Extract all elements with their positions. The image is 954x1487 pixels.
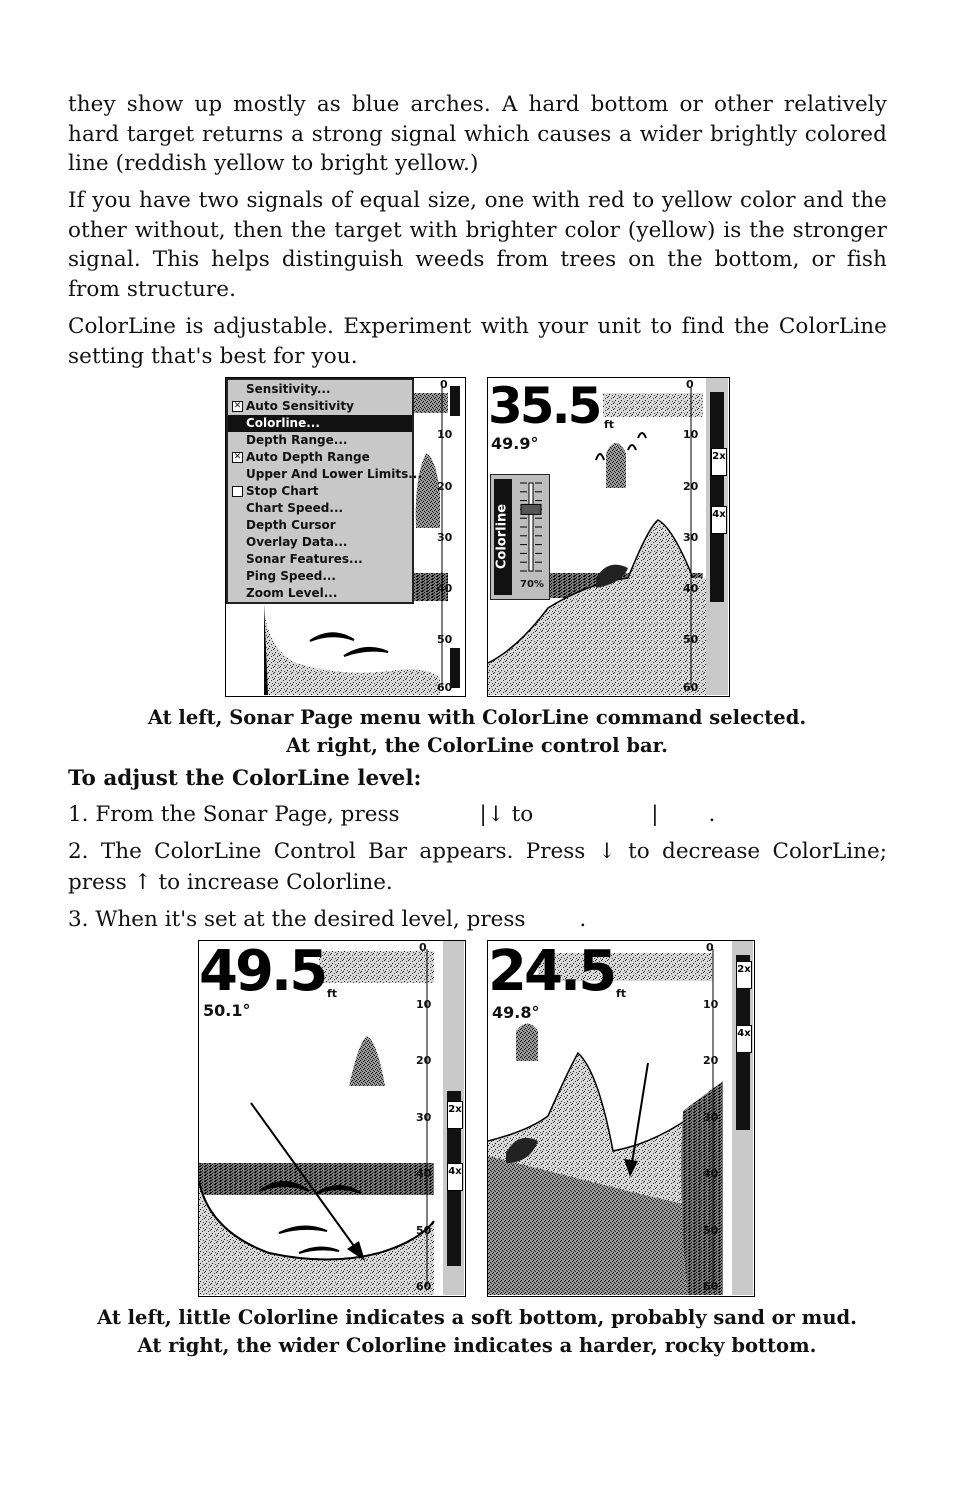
menu-item-label: Auto Depth Range [246,450,370,464]
depth-scale-60: 60 [437,681,453,694]
colorline-control-screenshot [487,377,730,697]
right-scale-40: 40 [683,582,699,595]
zoom-2x-badge: 2x [711,448,727,476]
colorline-control-label: Colorline [494,503,510,570]
menu-item-label: Stop Chart [246,484,319,498]
right-scale-20: 20 [683,480,699,493]
menu-item-ping-speed[interactable] [228,568,412,585]
colorline-control-bar [490,474,550,600]
fig2-left-scale-10: 10 [416,998,432,1011]
menu-item-sensitivity[interactable] [228,381,412,398]
depth-scale-10: 10 [437,428,453,441]
depth-scale-0: 0 [440,378,448,391]
menu-item-zoom-level[interactable] [228,585,412,602]
instructions-heading: To adjust the ColorLine level: [68,766,422,791]
fig2-right-scale-60: 60 [703,1280,719,1293]
depth-scale-50: 50 [437,633,453,646]
left-depth-unit: ft [327,987,338,1000]
step1-prefix: 1. From the Sonar Page, press [68,802,400,827]
menu-item-depth-cursor[interactable] [228,517,412,534]
sonar-page-menu [226,378,422,604]
figure1-caption-line1: At left, Sonar Page menu with ColorLine command selected. [147,706,807,729]
menu-item-auto-depth-range[interactable] [228,449,412,466]
depth-scale-40: 40 [437,582,453,595]
menu-item-label: Auto Sensitivity [246,399,354,413]
fig2-left-scale-40: 40 [416,1167,432,1180]
step3-prefix: 3. When it's set at the desired level, press [68,907,526,932]
right-scale-0: 0 [686,378,694,391]
fig2-right-scale-0: 0 [706,941,714,954]
menu-item-label: Ping Speed... [246,569,336,583]
right-scale-60: 60 [683,681,699,694]
menu-item-label: Sonar Features... [246,552,363,566]
menu-item-label: Chart Speed... [246,501,344,515]
figure2-caption-line2: At right, the wider Colorline indicates a harder, rocky bottom. [137,1334,817,1357]
soft-bottom-screenshot [198,940,466,1297]
menu-item-label: Colorline... [246,416,320,430]
fig2-left-scale-30: 30 [416,1111,432,1124]
slider-thumb [521,504,541,514]
right-temp-readout-2: 49.8° [492,1003,540,1022]
menu-item-label: Depth Cursor [246,518,336,532]
step-1 [68,799,887,830]
fig2-right-scale-20: 20 [703,1054,719,1067]
right-depth-readout: 35.5 [488,377,600,435]
paragraph-signal-compare: If you have two signals of equal size, one with red to yellow color and the other without, then the target with brighter color (yellow) is the stronger signal. This helps distinguish weeds from trees on the bottom, or fish from structure. [68,188,887,302]
paragraph-adjustable: ColorLine is adjustable. Experiment with your unit to find the ColorLine setting that's best for you. [68,314,887,369]
checked-box-icon: ✕ [233,401,242,411]
step1-sep: | [651,802,659,827]
fig2-right-zoom-4x: 4x [736,1025,752,1053]
left-temp-readout: 50.1° [203,1001,251,1020]
menu-item-label: Depth Range... [246,433,348,447]
menu-item-depth-range[interactable] [228,432,412,449]
right-scale-10: 10 [683,428,699,441]
step3-end: . [579,907,587,932]
hard-bottom-screenshot [487,940,755,1297]
fig2-left-scale-60: 60 [416,1280,432,1293]
unchecked-box-icon [232,486,243,497]
right-scale-50: 50 [683,633,699,646]
figure2-caption-line1: At left, little Colorline indicates a soft bottom, probably sand or mud. [97,1306,857,1329]
menu-item-upper-and-lower-limits[interactable] [228,466,422,483]
depth-scale-30: 30 [437,531,453,544]
menu-item-auto-sensitivity[interactable] [228,398,412,415]
right-depth-readout-2: 24.5 [488,940,615,1004]
right-depth-unit-2: ft [616,987,627,1000]
sonar-menu-screenshot [225,377,466,697]
depth-scale-20: 20 [437,480,453,493]
menu-item-chart-speed[interactable] [228,500,412,517]
menu-item-label: Upper And Lower Limits... [246,467,422,481]
slider-track [529,483,533,571]
right-temp-readout: 49.9° [491,434,539,453]
menu-item-label: Overlay Data... [246,535,348,549]
step1-end: . [708,802,716,827]
fig2-left-scale-50: 50 [416,1224,432,1237]
step1-mid: |↓ to [479,802,534,827]
figure1-caption-line2: At right, the ColorLine control bar. [286,734,668,757]
paragraph-colorline-intro: they show up mostly as blue arches. A hard bottom or other relatively hard target returns a strong signal which causes a wider brightly colored line (reddish yellow to bright yellow.) [68,92,887,176]
menu-item-label: Zoom Level... [246,586,338,600]
colorline-control-label-bg [494,479,512,595]
menu-item-label: Sensitivity... [246,382,331,396]
menu-item-sonar-features[interactable] [228,551,412,568]
checked-box-icon: ✕ [233,452,242,462]
fig2-right-scale-50: 50 [703,1224,719,1237]
fig2-right-scale-10: 10 [703,998,719,1011]
right-depth-unit: ft [604,418,615,431]
fig2-right-zoom-2x: 2x [736,961,752,989]
step-2: 2. The ColorLine Control Bar appears. Press ↓ to decrease ColorLine; press ↑ to increase Colorline. [68,839,887,895]
menu-item-overlay-data[interactable] [228,534,412,551]
menu-item-stop-chart[interactable] [228,483,412,500]
zoom-4x-badge: 4x [711,506,727,534]
fig2-right-scale-30: 30 [703,1111,719,1124]
fig2-left-scale-20: 20 [416,1054,432,1067]
fig2-left-zoom-2x: 2x [447,1101,463,1129]
fig2-right-scale-40: 40 [703,1167,719,1180]
colorline-slider[interactable] [514,477,548,577]
menu-item-colorline[interactable] [228,415,412,432]
fig2-left-zoom-4x: 4x [447,1163,463,1191]
colorline-value: 70% [520,579,544,590]
step-3 [68,904,887,935]
left-depth-readout: 49.5 [199,940,326,1004]
right-scale-30: 30 [683,531,699,544]
fig2-left-scale-0: 0 [419,941,427,954]
